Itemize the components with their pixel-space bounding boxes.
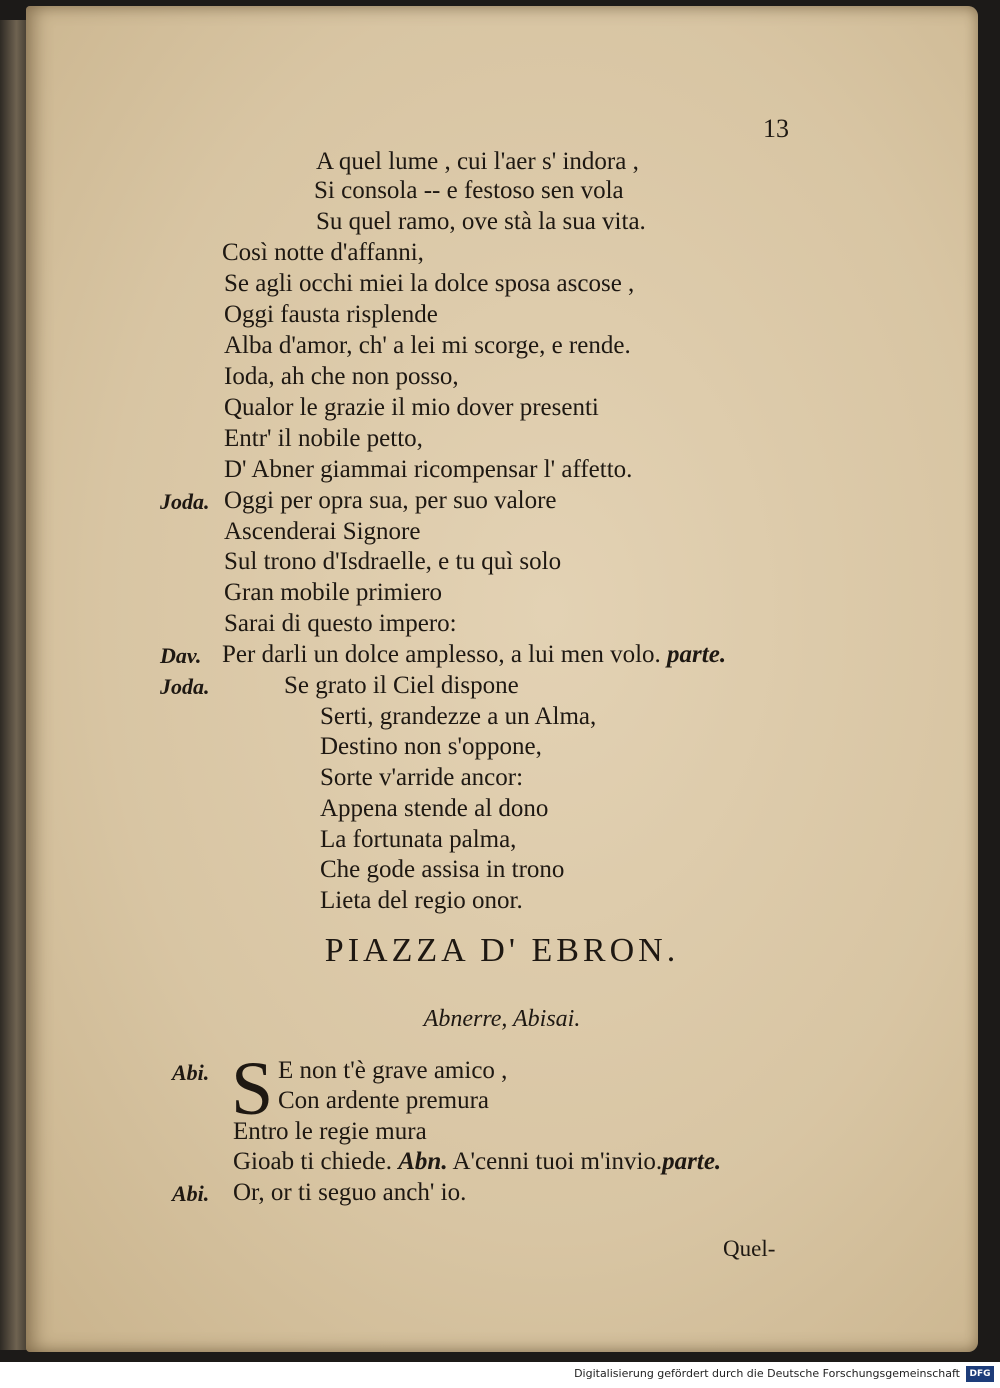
aria-line: Sorte v'arride ancor: [320,764,524,791]
speaker-dav: Dav. [160,643,202,668]
dialogue-line [233,1147,721,1177]
dialogue-line: E non t'è grave amico , [278,1057,508,1084]
verse-line: Qualor le grazie il mio dover presenti [224,394,599,421]
verse-line: Entr' il nobile petto, [224,425,423,452]
speaker-abn: Abn. [398,1148,448,1175]
catchword: Quel- [723,1236,776,1261]
scene-heading: PIAZZA D' EBRON. [324,932,680,969]
verse-line: Si consola -- e festoso sen vola [314,177,624,204]
verse-line: A quel lume , cui l'aer s' indora , [316,148,639,175]
verse-line: Alba d'amor, ch' a lei mi scorge, e rende. [224,332,631,359]
verse-line: Sarai di questo impero: [224,610,457,637]
verse-line [222,640,726,670]
page-number: 13 [763,114,789,143]
dialogue-text: Gioab ti chiede. [233,1148,392,1175]
dialogue-line: Or, or ti seguo anch' io. [233,1179,467,1206]
aria-line: Se grato il Ciel dispone [284,672,519,699]
verse-line: Ioda, ah che non posso, [224,363,459,390]
stage-direction: parte. [667,641,727,668]
speaker-joda: Joda. [160,489,210,514]
scene-characters: Abnerre, Abisai. [423,1006,581,1032]
verse-line: D' Abner giammai ricompensar l' affetto. [224,456,633,483]
verse-line: Oggi per opra sua, per suo valore [224,487,557,514]
aria-line: Appena stende al dono [320,795,549,822]
dialogue-line: Con ardente premura [278,1087,490,1114]
speaker-joda: Joda. [160,674,210,699]
dfg-logo-icon: DFG [966,1366,994,1382]
dialogue-text: A'cenni tuoi m'invio. [452,1148,663,1175]
aria-line: Che gode assisa in trono [320,856,565,883]
verse-line: Oggi fausta risplende [224,301,438,328]
footer-bar [0,1362,1000,1388]
speaker-abi: Abi. [172,1060,210,1085]
stage-direction: parte. [662,1148,722,1175]
verse-line: Su quel ramo, ove stà la sua vita. [316,208,646,235]
aria-line: Destino non s'oppone, [320,733,542,760]
verse-line: Ascenderai Signore [224,518,421,545]
book-page [26,6,978,1352]
footer-credit: Digitalisierung gefördert durch die Deutsche Forschungsgemeinschaft [574,1367,960,1380]
aria-line: Serti, grandezze a un Alma, [320,703,597,730]
drop-capital: S [231,1047,274,1131]
verse-line: Gran mobile primiero [224,579,442,606]
aria-line: Lieta del regio onor. [320,887,523,914]
verse-line: Così notte d'affanni, [222,239,424,266]
verse-line: Se agli occhi miei la dolce sposa ascose , [224,270,635,297]
dialogue-line: Entro le regie mura [233,1118,427,1145]
dav-text: Per darli un dolce amplesso, a lui men volo. [222,641,661,668]
verse-line: Sul trono d'Isdraelle, e tu quì solo [224,548,562,575]
aria-line: La fortunata palma, [320,826,517,853]
speaker-abi: Abi. [172,1181,210,1206]
